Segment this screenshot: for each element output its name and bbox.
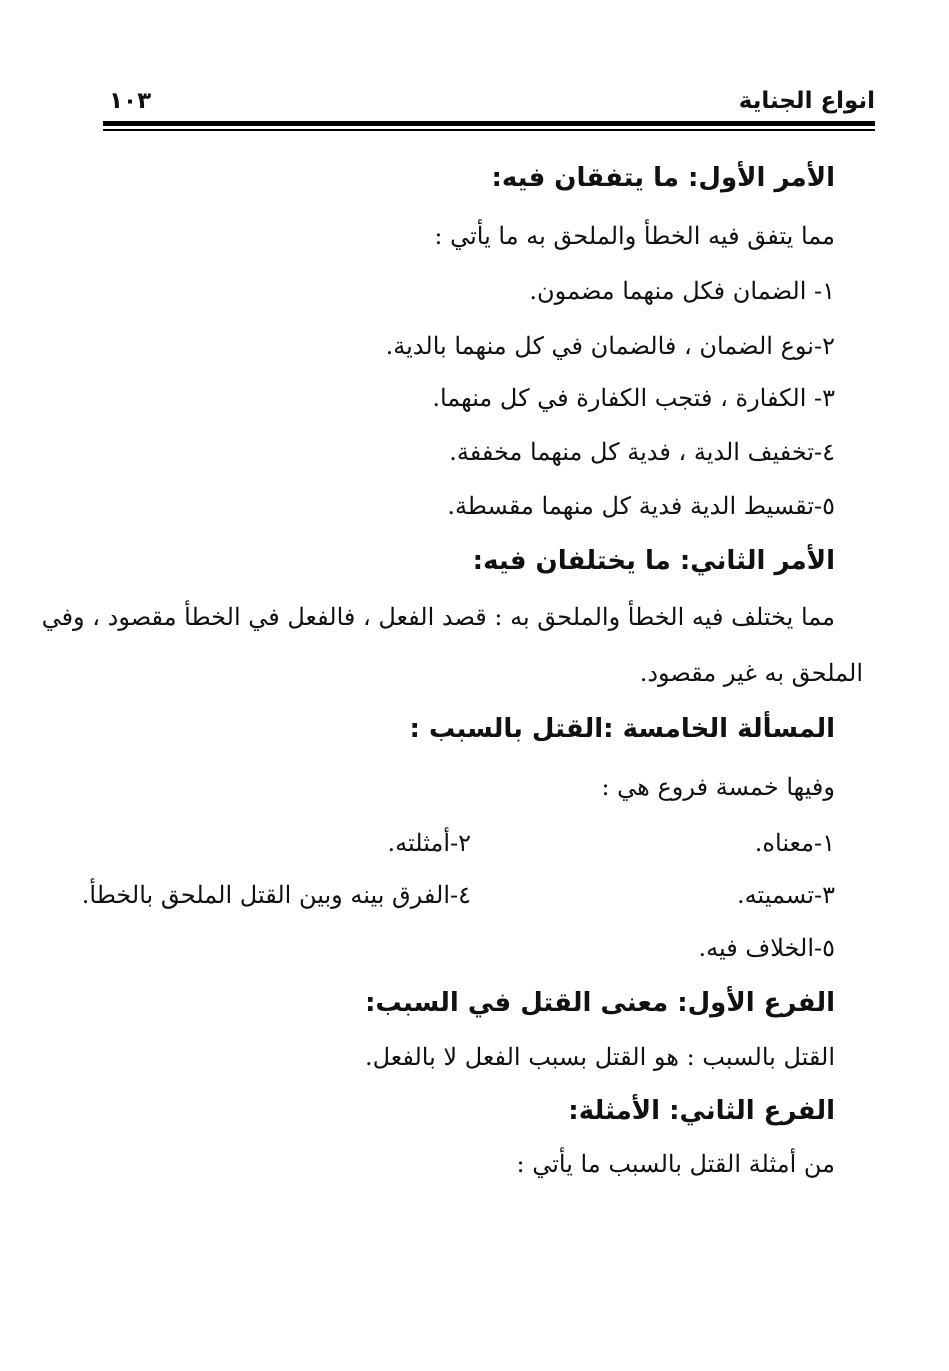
section-heading: الأمر الثاني: ما يختلفان فيه: [472, 546, 835, 576]
list-item: ٤-تخفيف الدية ، فدية كل منهما مخففة. [449, 438, 835, 466]
branch-item: ٤-الفرق بينه وبين القتل الملحق بالخطأ. [81, 881, 471, 909]
header-rule-thick [103, 121, 875, 126]
page-number: ١٠٣ [109, 88, 152, 114]
paragraph-line: مما يختلف فيه الخطأ والملحق به : قصد الفعل ، فالفعل في الخطأ مقصود ، وفي [41, 603, 835, 631]
branch-item: ٢-أمثلته. [387, 829, 471, 857]
running-title: انواع الجناية [738, 88, 875, 114]
section-heading: الفرع الأول: معنى القتل في السبب: [365, 988, 835, 1018]
branch-item: ١-معناه. [754, 829, 835, 857]
list-item: ٣- الكفارة ، فتجب الكفارة في كل منهما. [432, 384, 835, 412]
paragraph: وفيها خمسة فروع هي : [601, 773, 835, 801]
list-item: ٥-تقسيط الدية فدية كل منهما مقسطة. [447, 492, 835, 520]
list-item: ١- الضمان فكل منهما مضمون. [529, 277, 835, 305]
paragraph: مما يتفق فيه الخطأ والملحق به ما يأتي : [434, 222, 835, 250]
section-heading: الفرع الثاني: الأمثلة: [568, 1096, 835, 1126]
header-rule-thin [103, 129, 875, 131]
page-header [103, 88, 875, 118]
section-heading: المسألة الخامسة :القتل بالسبب : [409, 714, 835, 744]
branch-item: ٥-الخلاف فيه. [698, 934, 835, 962]
paragraph-line: الملحق به غير مقصود. [639, 659, 863, 687]
branch-item: ٣-تسميته. [737, 881, 835, 909]
list-item: ٢-نوع الضمان ، فالضمان في كل منهما بالدية. [385, 332, 835, 360]
section-heading: الأمر الأول: ما يتفقان فيه: [491, 163, 835, 193]
paragraph: القتل بالسبب : هو القتل بسبب الفعل لا بالفعل. [364, 1043, 835, 1071]
paragraph: من أمثلة القتل بالسبب ما يأتي : [516, 1150, 835, 1178]
